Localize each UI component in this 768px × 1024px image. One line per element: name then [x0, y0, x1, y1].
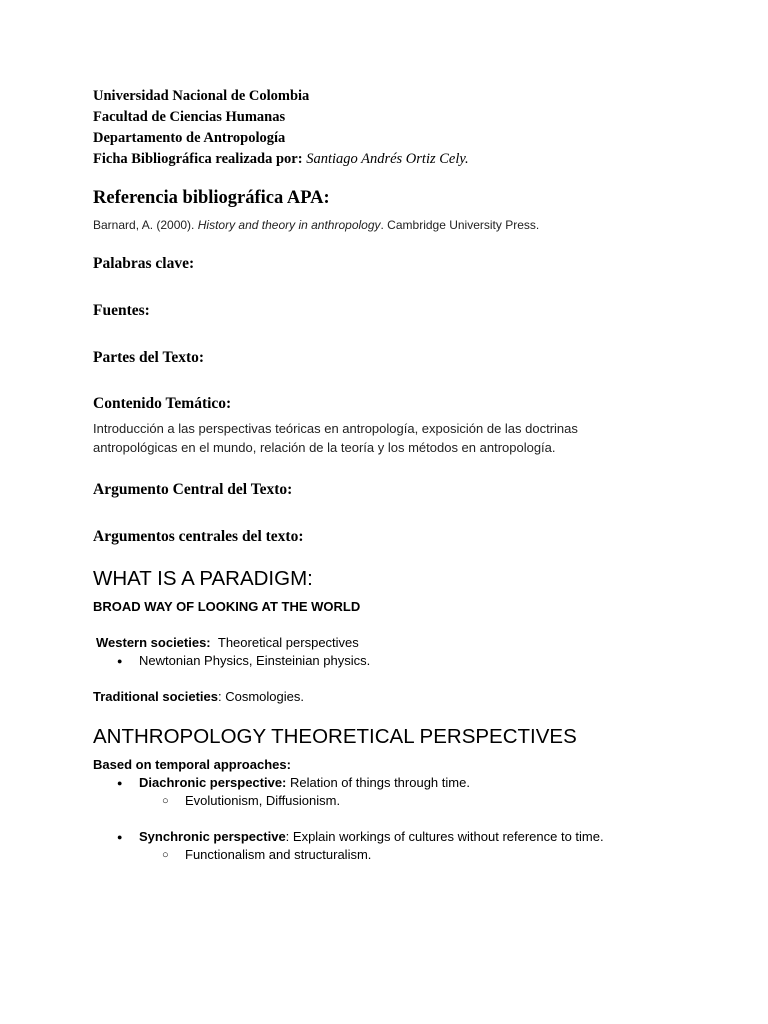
western-bullet-item [93, 652, 733, 670]
western-label: Western societies: [96, 635, 211, 650]
paradigm-subheading: BROAD WAY OF LOOKING AT THE WORLD [93, 599, 361, 614]
reference-title: History and theory in anthropology [197, 218, 381, 232]
ficha-line [93, 149, 733, 170]
synchronic-label: Synchronic perspective [139, 829, 286, 844]
western-value: Theoretical perspectives [217, 635, 359, 650]
synchronic-bullet-item [93, 828, 733, 846]
document-page [93, 86, 733, 864]
synchronic-value: : Explain workings of cultures without reference to time. [285, 829, 604, 844]
anthropology-heading: ANTHROPOLOGY THEORETICAL PERSPECTIVES [93, 725, 577, 748]
diachronic-bullet-item [93, 774, 733, 792]
university-name: Universidad Nacional de Colombia [93, 88, 310, 104]
diachronic-label: Diachronic perspective: [139, 775, 287, 790]
keywords-heading: Palabras clave: [93, 255, 195, 272]
reference-text [93, 217, 733, 233]
reference-heading: Referencia bibliográfica APA: [93, 188, 330, 208]
diachronic-sub-item [93, 792, 733, 810]
ficha-author: Santiago Andrés Ortiz Cely. [306, 151, 469, 167]
anthropology-subheading: Based on temporal approaches: [93, 757, 291, 772]
traditional-societies-line [93, 688, 733, 706]
traditional-label: Traditional societies [93, 689, 218, 704]
circle-bullet-icon: ○ [162, 849, 169, 861]
synchronic-sub-text: Functionalism and structuralism. [185, 847, 372, 862]
faculty-name: Facultad de Ciencias Humanas [93, 109, 286, 125]
thematic-line-2: antropológicas en el mundo, relación de la teoría y los métodos en antropología. [93, 440, 556, 455]
sources-heading: Fuentes: [93, 302, 150, 319]
paradigm-heading: WHAT IS A PARADIGM: [93, 567, 313, 590]
synchronic-sub-item [93, 846, 733, 864]
western-bullet-text: Newtonian Physics, Einsteinian physics. [139, 653, 371, 668]
thematic-paragraph [93, 419, 733, 457]
thematic-heading: Contenido Temático: [93, 395, 232, 412]
bullet-icon: ● [117, 778, 123, 788]
bullet-icon: ● [117, 832, 123, 842]
department-name: Departamento de Antropología [93, 130, 286, 146]
central-argument-heading: Argumento Central del Texto: [93, 481, 293, 498]
western-societies-line [93, 634, 733, 652]
circle-bullet-icon: ○ [162, 795, 169, 807]
diachronic-value: Relation of things through time. [286, 775, 470, 790]
diachronic-sub-text: Evolutionism, Diffusionism. [185, 793, 341, 808]
bullet-icon: ● [117, 656, 123, 666]
reference-publisher: . Cambridge University Press. [380, 218, 540, 232]
traditional-value: : Cosmologies. [218, 689, 304, 704]
central-arguments-heading: Argumentos centrales del texto: [93, 528, 304, 545]
ficha-label: Ficha Bibliográfica realizada por: [93, 151, 303, 167]
thematic-line-1: Introducción a las perspectivas teóricas en antropología, exposición de las doctrinas [93, 421, 578, 436]
parts-heading: Partes del Texto: [93, 349, 205, 366]
reference-author-year: Barnard, A. (2000). [93, 218, 195, 232]
header-block [93, 86, 733, 170]
